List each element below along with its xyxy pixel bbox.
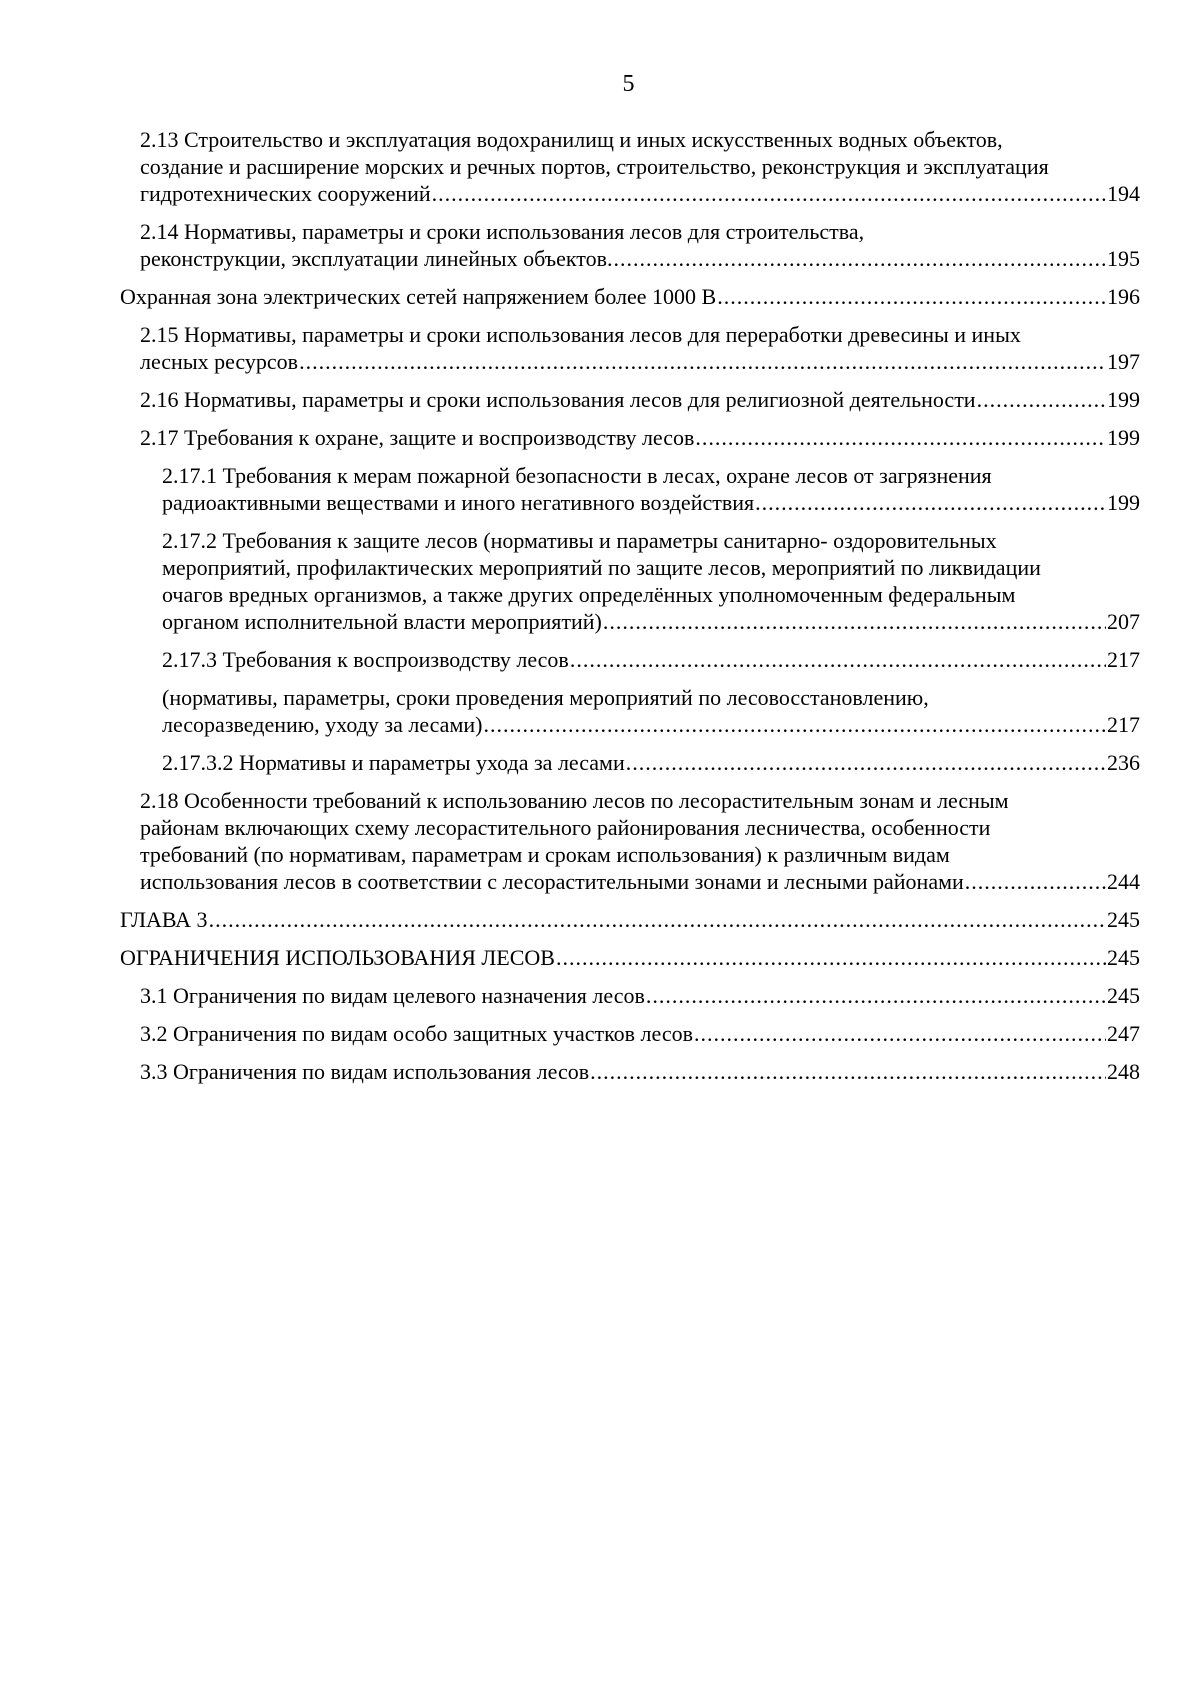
toc-page-number: 199 [1107,490,1140,515]
toc-entry-last-line [120,283,1140,310]
toc-page-number: 207 [1107,609,1140,634]
toc-page-number: 236 [1107,750,1140,775]
toc-entry[interactable] [120,982,1140,1009]
toc-entry-title: 3.2 Ограничения по видам особо защитных участков лесов [140,1021,693,1046]
toc-dot-leader [590,1058,1106,1085]
toc-entry-last-line [162,749,1140,776]
toc-entry[interactable] [120,283,1140,310]
toc-entry-title: ГЛАВА 3 [120,907,208,932]
toc-entry-text-line: районам включающих схему лесорастительного районирования лесничества, особенности [140,815,991,840]
toc-dot-leader [299,348,1106,375]
toc-page-number: 247 [1107,1021,1140,1046]
toc-entry-title: использования лесов в соответствии с лесорастительными зонами и лесными районами [140,869,964,894]
toc-dot-leader [570,646,1106,673]
toc-entry-last-line [140,348,1140,375]
toc-page-number: 245 [1107,945,1140,970]
toc-entry[interactable] [120,906,1140,933]
toc-entry-title: 2.17.3.2 Нормативы и параметры ухода за лесами [162,750,625,775]
toc-page-number: 194 [1107,181,1140,206]
toc-dot-leader [694,1020,1106,1047]
toc-page-number: 217 [1107,647,1140,672]
toc-dot-leader [695,424,1106,451]
toc-dot-leader [977,386,1106,413]
toc-entry[interactable] [120,944,1140,971]
page-number: 5 [622,71,635,97]
table-of-contents [120,126,1140,1096]
toc-dot-leader [646,982,1106,1009]
toc-entry-text-line: очагов вредных организмов, а также других определённых уполномоченным федеральным [162,582,1016,607]
toc-dot-leader [755,489,1106,516]
toc-dot-leader [626,749,1106,776]
toc-entry-title: радиоактивными веществами и иного негативного воздействия [162,490,755,515]
toc-entry[interactable] [120,462,1140,516]
toc-dot-leader [483,711,1106,738]
toc-entry-last-line [162,489,1140,516]
toc-dot-leader [603,608,1106,635]
toc-entry-title: 3.3 Ограничения по видам использования лесов [140,1059,590,1084]
toc-page-number: 245 [1107,907,1140,932]
toc-page-number: 199 [1107,425,1140,450]
toc-entry-last-line [162,646,1140,673]
toc-entry[interactable] [120,1020,1140,1047]
toc-page-number: 217 [1107,712,1140,737]
toc-page-number: 244 [1107,869,1140,894]
toc-dot-leader [432,180,1106,207]
toc-entry[interactable] [120,749,1140,776]
toc-entry-last-line [140,982,1140,1009]
toc-entry[interactable] [120,527,1140,635]
toc-entry-last-line [140,1058,1140,1085]
toc-entry-text-line: (нормативы, параметры, сроки проведения мероприятий по лесовосстановлению, [162,685,929,710]
toc-entry[interactable] [120,1058,1140,1085]
toc-entry-last-line [140,180,1140,207]
toc-entry-text-line: мероприятий, профилактических мероприятий по защите лесов, мероприятий по ликвидации [162,555,1041,580]
toc-entry-text-line: 2.17.1 Требования к мерам пожарной безопасности в лесах, охране лесов от загрязнения [162,463,992,488]
toc-entry-title: Охранная зона электрических сетей напряжением более 1000 В [120,284,717,309]
toc-entry[interactable] [120,321,1140,375]
toc-entry-last-line [140,424,1140,451]
toc-entry-text-line: 2.14 Нормативы, параметры и сроки использования лесов для строительства, [140,219,865,244]
toc-page-number: 196 [1107,284,1140,309]
toc-entry-title: 2.16 Нормативы, параметры и сроки использования лесов для религиозной деятельности [140,387,976,412]
toc-entry-title: органом исполнительной власти мероприятий) [162,609,602,634]
toc-entry[interactable] [120,646,1140,673]
toc-dot-leader [613,245,1106,272]
toc-entry[interactable] [120,787,1140,895]
toc-entry-title: 3.1 Ограничения по видам целевого назначения лесов [140,983,645,1008]
toc-entry-title: лесных ресурсов [140,349,299,374]
toc-entry[interactable] [120,386,1140,413]
toc-entry-text-line: 2.15 Нормативы, параметры и сроки использования лесов для переработки древесины и иных [140,322,1021,347]
toc-entry-last-line [140,1020,1140,1047]
toc-dot-leader [965,868,1106,895]
toc-entry-last-line [140,386,1140,413]
toc-page-number: 197 [1107,349,1140,374]
toc-entry-last-line [120,944,1140,971]
toc-page-number: 195 [1107,246,1140,271]
toc-entry[interactable] [120,126,1140,207]
toc-entry-text-line: создание и расширение морских и речных портов, строительство, реконструкция и эксплуатация [140,154,1049,179]
toc-page-number: 199 [1107,387,1140,412]
toc-entry[interactable] [120,424,1140,451]
toc-entry-text-line: требований (по нормативам, параметрам и срокам использования) к различным видам [140,842,950,867]
toc-entry-last-line [140,245,1140,272]
toc-entry-title: лесоразведению, уходу за лесами) [162,712,483,737]
toc-dot-leader [717,283,1106,310]
toc-entry-title: 2.17 Требования к охране, защите и воспроизводству лесов [140,425,695,450]
toc-entry-text-line: 2.13 Строительство и эксплуатация водохранилищ и иных искусственных водных объектов, [140,127,1003,152]
toc-entry-last-line [162,608,1140,635]
toc-entry-last-line [162,711,1140,738]
toc-entry-last-line [140,868,1140,895]
toc-entry[interactable] [120,684,1140,738]
toc-entry-title: реконструкции, эксплуатации линейных объектов. [140,246,613,271]
toc-entry-text-line: 2.17.2 Требования к защите лесов (нормативы и параметры санитарно- оздоровительных [162,528,997,553]
toc-page-number: 245 [1107,983,1140,1008]
toc-entry-title: 2.17.3 Требования к воспроизводству лесов [162,647,569,672]
toc-entry-title: гидротехнических сооружений [140,181,431,206]
toc-dot-leader [556,944,1106,971]
toc-entry[interactable] [120,218,1140,272]
toc-dot-leader [209,906,1106,933]
toc-entry-title: ОГРАНИЧЕНИЯ ИСПОЛЬЗОВАНИЯ ЛЕСОВ [120,945,555,970]
toc-page-number: 248 [1107,1059,1140,1084]
toc-entry-last-line [120,906,1140,933]
toc-entry-text-line: 2.18 Особенности требований к использованию лесов по лесорастительным зонам и лесным [140,788,1009,813]
